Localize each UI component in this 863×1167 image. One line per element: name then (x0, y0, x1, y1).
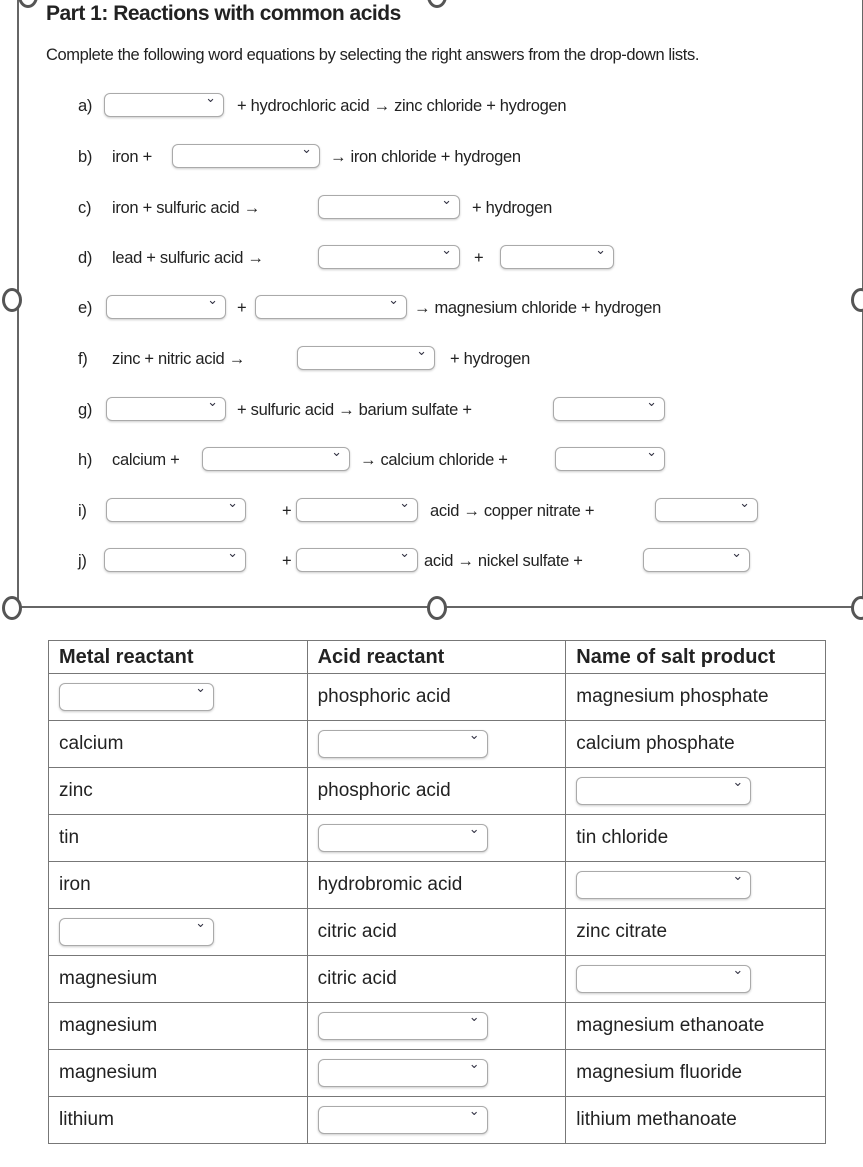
answer-dropdown[interactable] (318, 195, 460, 219)
answer-dropdown[interactable] (106, 397, 226, 421)
answer-dropdown[interactable] (106, 295, 226, 319)
equation-f (0, 344, 863, 374)
equation-label: f) (78, 350, 88, 368)
equation-text: iron + sulfuric acid → (112, 199, 260, 217)
answer-dropdown[interactable] (318, 1012, 488, 1040)
table-cell: magnesium phosphate (566, 674, 826, 721)
answer-dropdown[interactable] (172, 144, 320, 168)
equation-label: e) (78, 299, 93, 317)
answer-dropdown[interactable] (296, 498, 418, 522)
equation-text: acid → nickel sulfate + (424, 552, 583, 570)
table-cell: calcium phosphate (566, 721, 826, 768)
table-row (49, 862, 826, 909)
table-row (49, 1050, 826, 1097)
answer-dropdown[interactable] (255, 295, 407, 319)
table-cell: zinc citrate (566, 909, 826, 956)
answer-dropdown[interactable] (555, 447, 665, 471)
table-row (49, 721, 826, 768)
table-cell: zinc (49, 768, 308, 815)
answer-dropdown[interactable] (104, 548, 246, 572)
table-cell: phosphoric acid (307, 674, 566, 721)
equation-text: + hydrogen (450, 350, 531, 368)
table-cell: lithium methanoate (566, 1097, 826, 1144)
equation-text: + (474, 249, 484, 267)
equation-j (0, 546, 863, 576)
table-cell: iron (49, 862, 308, 909)
equation-label: c) (78, 199, 92, 217)
dropdown-cell (566, 768, 826, 815)
dropdown-cell (307, 721, 566, 768)
table-cell: calcium (49, 721, 308, 768)
table-cell: magnesium fluoride (566, 1050, 826, 1097)
equation-h (0, 445, 863, 475)
table-cell: magnesium (49, 1050, 308, 1097)
equation-label: b) (78, 148, 93, 166)
answer-dropdown[interactable] (297, 346, 435, 370)
equation-text: + (237, 299, 247, 317)
dropdown-cell (566, 956, 826, 1003)
answer-dropdown[interactable] (104, 93, 224, 117)
table-row (49, 768, 826, 815)
answer-dropdown[interactable] (318, 824, 488, 852)
table-row (49, 1003, 826, 1050)
table-cell: phosphoric acid (307, 768, 566, 815)
dropdown-cell (307, 1050, 566, 1097)
equation-text: calcium + (112, 451, 180, 469)
answer-dropdown[interactable] (106, 498, 246, 522)
table-cell: citric acid (307, 909, 566, 956)
equation-label: h) (78, 451, 93, 469)
dropdown-cell (307, 1097, 566, 1144)
equation-text: → iron chloride + hydrogen (330, 148, 521, 166)
equation-label: i) (78, 502, 87, 520)
answer-dropdown[interactable] (318, 1059, 488, 1087)
resize-handle[interactable] (2, 596, 22, 620)
column-header: Name of salt product (566, 641, 826, 674)
dropdown-cell (566, 862, 826, 909)
equation-text: → calcium chloride + (360, 451, 508, 469)
dropdown-cell (49, 909, 308, 956)
dropdown-cell (49, 674, 308, 721)
answer-dropdown[interactable] (655, 498, 758, 522)
dropdown-cell (307, 815, 566, 862)
table-cell: tin (49, 815, 308, 862)
resize-handle[interactable] (427, 596, 447, 620)
answer-dropdown[interactable] (296, 548, 418, 572)
table-cell: citric acid (307, 956, 566, 1003)
answer-dropdown[interactable] (59, 918, 214, 946)
table-cell: tin chloride (566, 815, 826, 862)
table-row (49, 815, 826, 862)
equation-text: iron + (112, 148, 152, 166)
equation-i (0, 496, 863, 526)
table-cell: magnesium ethanoate (566, 1003, 826, 1050)
equation-text: + (282, 502, 292, 520)
table-row (49, 1097, 826, 1144)
column-header: Acid reactant (307, 641, 566, 674)
equation-label: j) (78, 552, 87, 570)
instructions: Complete the following word equations by selecting the right answers from the drop-down lists. (46, 46, 699, 64)
equation-e (0, 293, 863, 323)
answer-dropdown[interactable] (643, 548, 750, 572)
column-header: Metal reactant (49, 641, 308, 674)
equation-a (0, 91, 863, 121)
equation-label: g) (78, 401, 93, 419)
equation-text: lead + sulfuric acid → (112, 249, 264, 267)
equation-text: zinc + nitric acid → (112, 350, 245, 368)
equation-text: + hydrogen (472, 199, 553, 217)
table-row (49, 909, 826, 956)
equation-g (0, 395, 863, 425)
table-header-row (49, 641, 826, 674)
answer-dropdown[interactable] (59, 683, 214, 711)
equation-c (0, 193, 863, 223)
table-cell: magnesium (49, 956, 308, 1003)
equation-d (0, 243, 863, 273)
answer-dropdown[interactable] (576, 965, 751, 993)
table-row (49, 956, 826, 1003)
equation-text: + sulfuric acid → barium sulfate + (237, 401, 472, 419)
equation-text: + (282, 552, 292, 570)
dropdown-cell (307, 1003, 566, 1050)
equation-label: d) (78, 249, 93, 267)
answer-dropdown[interactable] (553, 397, 665, 421)
answer-dropdown[interactable] (576, 777, 751, 805)
answer-dropdown[interactable] (500, 245, 614, 269)
salt-table (48, 640, 826, 1144)
equation-text: → magnesium chloride + hydrogen (414, 299, 662, 317)
page-title: Part 1: Reactions with common acids (46, 2, 401, 25)
answer-dropdown[interactable] (318, 1106, 488, 1134)
equation-b (0, 142, 863, 172)
equation-text: + hydrochloric acid → zinc chloride + hydrogen (237, 97, 567, 115)
answer-dropdown[interactable] (202, 447, 350, 471)
answer-dropdown[interactable] (318, 730, 488, 758)
table-row (49, 674, 826, 721)
table-cell: hydrobromic acid (307, 862, 566, 909)
resize-handle[interactable] (851, 596, 863, 620)
table-cell: lithium (49, 1097, 308, 1144)
equation-text: acid → copper nitrate + (430, 502, 595, 520)
answer-dropdown[interactable] (576, 871, 751, 899)
table-cell: magnesium (49, 1003, 308, 1050)
answer-dropdown[interactable] (318, 245, 460, 269)
equation-label: a) (78, 97, 93, 115)
